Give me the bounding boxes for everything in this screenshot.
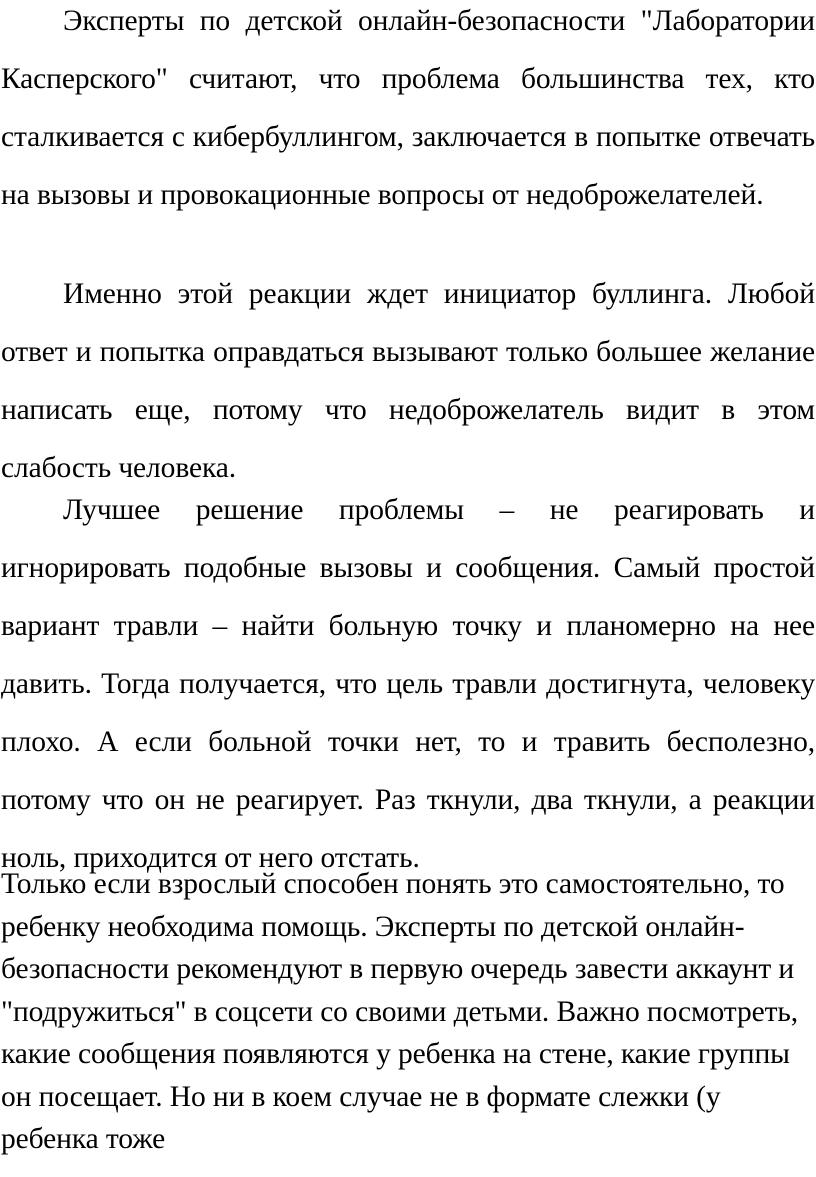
paragraph-3: Лучшее решение проблемы – не реагировать и игнорировать подобные вызовы и сообщения. Самый простой вариант травли – найти больную точку и планомерно на нее давить. Тогда получается, что цель травли достигнута, человеку плохо. А если больной точки нет, то и травить бесполезно, потому что он не реагирует. Раз ткнули, два ткнули, а реакции ноль, приходится от него отстать. [1,494,815,874]
paragraph-1: Эксперты по детской онлайн-безопасности "Лаборатории Касперского" считают, что проблема большинства тех, кто сталкивается с кибербуллингом, заключается в попытке отвечать на вызовы и провокационные вопросы от недоброжелателей. [1,5,815,211]
paragraph-2: Именно этой реакции ждет инициатор буллинга. Любой ответ и попытка оправдаться вызывают только большее желание написать еще, потому что недоброжелатель видит в этом слабость человека. [1,278,815,484]
paragraph-4: Только если взрослый способен понять это самостоятельно, то ребенку необходима помощь. Эксперты по детской онлайн-безопасности рекомендуют в первую очередь завести аккаунт и "подружиться" в соцсети со своими детьми. Важно посмотреть, какие сообщения появляются у ребенка на стене, какие группы он посещает. Но ни в коем случае не в формате слежки (у ребенка тоже [1,868,799,1155]
